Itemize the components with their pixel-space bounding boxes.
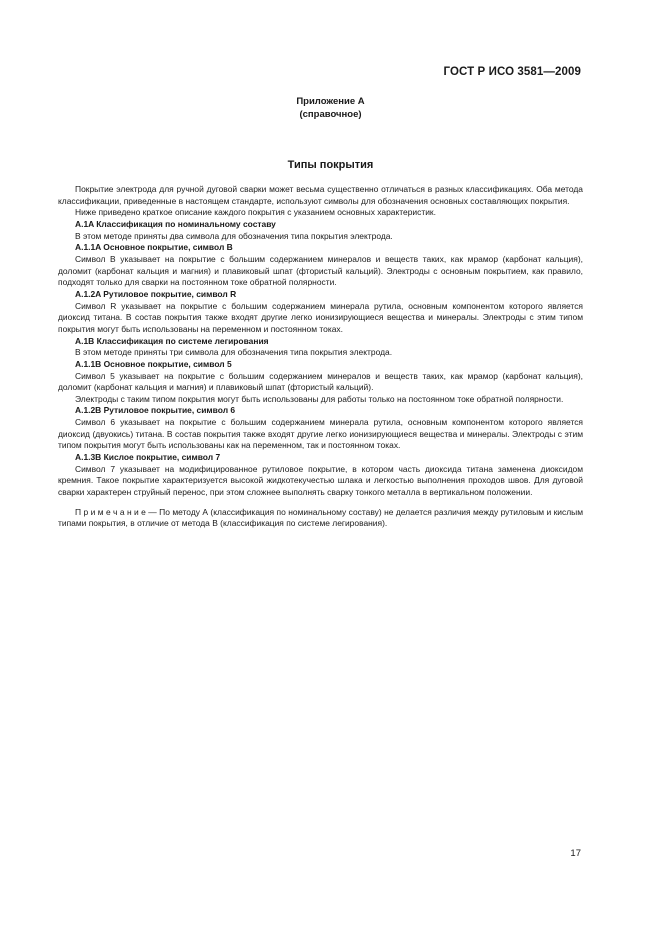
heading-a1a: A.1A Классификация по номинальному составу	[75, 218, 276, 229]
standard-header: ГОСТ Р ИСО 3581—2009	[443, 66, 581, 78]
heading-a12b: A.1.2B Рутиловое покрытие, символ 6	[75, 405, 236, 416]
heading-a11b: A.1.1B Основное покрытие, символ 5	[75, 358, 232, 369]
heading-a11a: A.1.1A Основное покрытие, символ В	[75, 242, 233, 253]
page-number: 17	[570, 848, 581, 859]
paragraph-intro: Покрытие электрода для ручной дуговой сварки может весьма существенно отличаться в разных классификациях. Оба метода классификации, приведенные в настоящем стандарте, используют символы для обозначения основных составляющих покрытия.	[58, 184, 583, 206]
heading-a12a: A.1.2A Рутиловое покрытие, символ R	[75, 288, 237, 299]
body-text	[58, 184, 583, 530]
paragraph-a12b: Символ 6 указывает на покрытие с большим содержанием минерала рутила, основным компонентом которого является диоксид (двуокись) титана. В состав покрытия также входят другие легко ионизирующиеся вещества и минералы. Электроды с этим типом покрытия могут быть использованы как на переменном, так и постоянном токах.	[58, 417, 583, 451]
heading-a13b: A.1.3B Кислое покрытие, символ 7	[75, 452, 221, 463]
note-text: П р и м е ч а н и е — По методу А (классификация по номинальному составу) не делается различия между рутиловым и кислым типами покрытия, в отличие от метода В (классификация по системе легирования).	[58, 506, 583, 529]
paragraph-a11b-2: Электроды с таким типом покрытия могут быть использованы для работы только на постоянном токе обратной полярности.	[75, 393, 564, 404]
paragraph-a12a: Символ R указывает на покрытие с большим содержанием минерала рутила, основным компонентом которого является диоксид титана. В состав покрытия также входят другие легко ионизирующиеся вещества и минералы. Электроды с этим типом покрытия могут быть использованы на переменном и постоянном токах.	[58, 300, 583, 334]
paragraph-a1b: В этом методе приняты три символа для обозначения типа покрытия электрода.	[75, 347, 393, 358]
paragraph-a11a: Символ В указывает на покрытие с большим содержанием минералов и веществ таких, как мрамор (карбонат кальция), доломит (карбонат кальция и магния) и плавиковый шпат (фтористый кальций). Электроды с основным покрытием, как правило, подходят только для сварки на постоянном токе обратной полярности.	[58, 253, 583, 288]
section-title: Типы покрытия	[287, 159, 374, 171]
paragraph-a11b-1: Символ 5 указывает на покрытие с большим содержанием минералов и веществ таких, как мрамор (карбонат кальция), доломит (карбонат кальция и магния) и плавиковый шпат (фтористый кальций).	[58, 370, 583, 393]
annex-type: (справочное)	[299, 109, 362, 120]
heading-a1b: A.1B Классификация по системе легирования	[75, 335, 269, 346]
paragraph-overview: Ниже приведено краткое описание каждого покрытия с указанием основных характеристик.	[75, 207, 436, 218]
paragraph-a1a: В этом методе приняты два символа для обозначения типа покрытия электрода.	[75, 230, 393, 241]
annex-title: Приложение А	[296, 96, 365, 107]
paragraph-a13b: Символ 7 указывает на модифицированное рутиловое покрытие, в котором часть диоксида титана заменена диоксидом кремния. Такое покрытие характеризуется высокой жидкотекучестью шлака и легкостью выполнения проходов швов. Для дуговой сварки характерен струйный перенос, при этом сложнее выполнять сварку тонкого металла в вертикальном положении.	[58, 463, 583, 498]
